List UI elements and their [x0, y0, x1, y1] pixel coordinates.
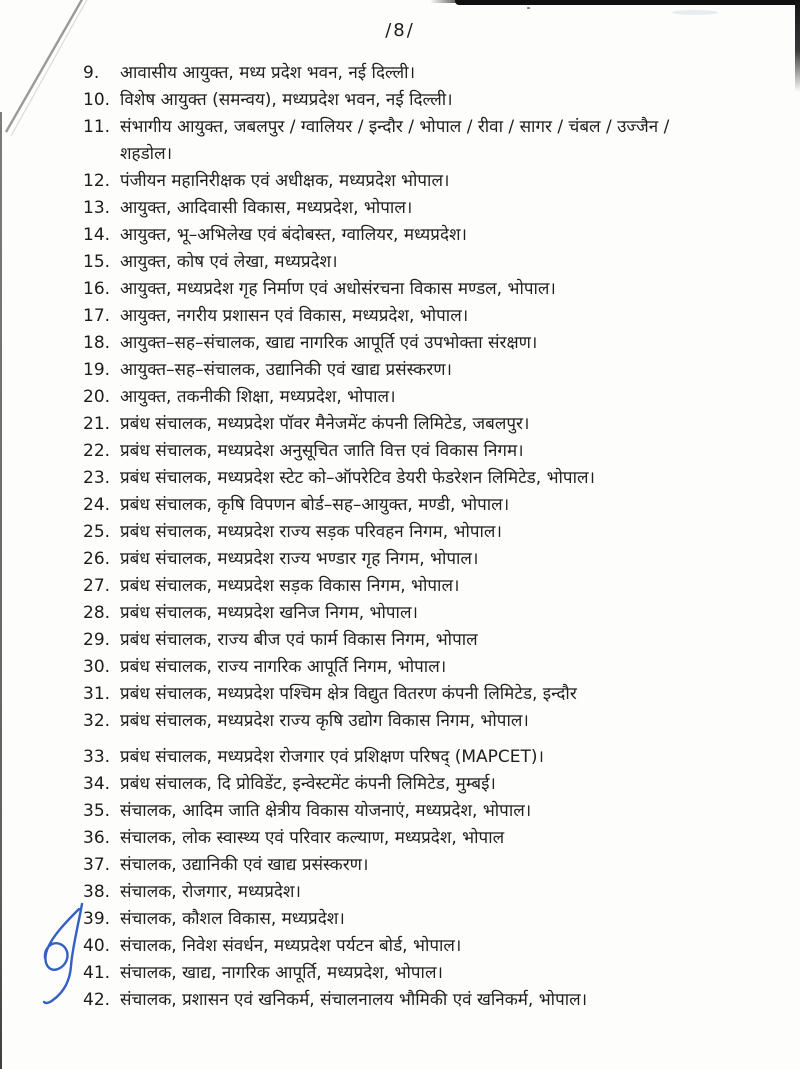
- item-text: आयुक्त, आदिवासी विकास, मध्यप्रदेश, भोपाल।: [120, 198, 413, 218]
- right-edge-shadow: [795, 0, 800, 92]
- item-number: 12.: [83, 171, 111, 191]
- item-number: 36.: [83, 828, 111, 848]
- page-left-edge: [0, 112, 2, 1069]
- item-text: संचालक, रोजगार, मध्यप्रदेश।: [120, 882, 301, 902]
- item-text: प्रबंध संचालक, मध्यप्रदेश राज्य कृषि उद्योग विकास निगम, भोपाल।: [120, 711, 529, 731]
- list-item: [83, 798, 788, 825]
- item-text: प्रबंध संचालक, मध्यप्रदेश अनुसूचित जाति वित्त एवं विकास निगम।: [120, 441, 524, 461]
- item-text: आयुक्त–सह–संचालक, खाद्य नागरिक आपूर्ति एवं उपभोक्ता संरक्षण।: [120, 333, 538, 353]
- list-item: [83, 519, 788, 546]
- item-text: प्रबंध संचालक, मध्यप्रदेश राज्य भण्डार गृह निगम, भोपाल।: [120, 549, 479, 569]
- item-text: संचालक, प्रशासन एवं खनिकर्म, संचालनालय भौमिकी एवं खनिकर्म, भोपाल।: [120, 990, 588, 1010]
- item-text: प्रबंध संचालक, मध्यप्रदेश राज्य सड़क परिवहन निगम, भोपाल।: [120, 522, 502, 542]
- item-number: 23.: [83, 468, 111, 488]
- item-number: 17.: [83, 306, 111, 326]
- item-text: संचालक, निवेश संवर्धन, मध्यप्रदेश पर्यटन बोर्ड, भोपाल।: [120, 936, 462, 956]
- item-number: 22.: [83, 441, 111, 461]
- item-text: आयुक्त–सह–संचालक, उद्यानिकी एवं खाद्य प्रसंस्करण।: [120, 360, 452, 380]
- item-number: 35.: [83, 801, 111, 821]
- item-number: 24.: [83, 495, 111, 515]
- signature-scribble-icon: [16, 892, 100, 1020]
- list-item: [83, 681, 788, 708]
- item-text: संचालक, खाद्य, नागरिक आपूर्ति, मध्यप्रदेश, भोपाल।: [120, 963, 443, 983]
- item-number: 30.: [83, 657, 111, 677]
- item-number: 39.: [83, 909, 111, 929]
- list-item: [83, 708, 788, 735]
- list-item: [83, 546, 788, 573]
- item-number: 19.: [83, 360, 111, 380]
- item-number: 14.: [83, 225, 111, 245]
- list-item: [83, 87, 788, 114]
- item-number: 13.: [83, 198, 111, 218]
- list-item: [83, 357, 788, 384]
- item-number: 32.: [83, 711, 111, 731]
- item-number: 16.: [83, 279, 111, 299]
- item-number: 26.: [83, 549, 111, 569]
- list-item: [83, 573, 788, 600]
- item-number: 40.: [83, 936, 111, 956]
- list-item: [83, 879, 788, 906]
- item-number: 9.: [83, 63, 100, 83]
- page-number: /8/: [385, 20, 415, 41]
- list-item: [83, 627, 788, 654]
- item-text: प्रबंध संचालक, मध्यप्रदेश खनिज निगम, भोपाल।: [120, 603, 418, 623]
- scan-dust-dot: [527, 7, 530, 9]
- item-number: 11.: [83, 117, 111, 137]
- item-number: 31.: [83, 684, 111, 704]
- item-number: 34.: [83, 774, 111, 794]
- item-text: संभागीय आयुक्त, जबलपुर / ग्वालियर / इन्दौर / भोपाल / रीवा / सागर / चंबल / उज्जैन / शहडोल।: [120, 117, 670, 164]
- item-text: प्रबंध संचालक, मध्यप्रदेश पॉवर मैनेजमेंट कंपनी लिमिटेड, जबलपुर।: [120, 414, 530, 434]
- item-number: 28.: [83, 603, 111, 623]
- item-number: 33.: [83, 747, 111, 767]
- list-item: [83, 771, 788, 798]
- item-text: प्रबंध संचालक, दि प्रोविडेंट, इन्वेस्टमेंट कंपनी लिमिटेड, मुम्बई।: [120, 774, 496, 794]
- item-text: प्रबंध संचालक, मध्यप्रदेश स्टेट को–ऑपरेटिव डेयरी फेडरेशन लिमिटेड, भोपाल।: [120, 468, 595, 488]
- item-text: प्रबंध संचालक, मध्यप्रदेश सड़क विकास निगम, भोपाल।: [120, 576, 460, 596]
- item-text: प्रबंध संचालक, राज्य बीज एवं फार्म विकास निगम, भोपाल: [120, 630, 478, 650]
- list-item: [83, 492, 788, 519]
- list-item: [83, 960, 788, 987]
- list-item: [83, 276, 788, 303]
- item-text: आयुक्त, नगरीय प्रशासन एवं विकास, मध्यप्रदेश, भोपाल।: [120, 306, 469, 326]
- item-number: 42.: [83, 990, 111, 1010]
- list-item: [83, 195, 788, 222]
- item-text: संचालक, लोक स्वास्थ्य एवं परिवार कल्याण, मध्यप्रदेश, भोपाल: [120, 828, 505, 848]
- item-text: आयुक्त, तकनीकी शिक्षा, मध्यप्रदेश, भोपाल।: [120, 387, 396, 407]
- item-text: पंजीयन महानिरीक्षक एवं अधीक्षक, मध्यप्रदेश भोपाल।: [120, 171, 450, 191]
- item-number: 37.: [83, 855, 111, 875]
- item-number: 10.: [83, 90, 111, 110]
- official-list: [83, 60, 788, 1014]
- list-item: [83, 600, 788, 627]
- list-item: [83, 744, 788, 771]
- scan-smudge: [672, 10, 718, 15]
- item-text: आयुक्त, मध्यप्रदेश गृह निर्माण एवं अधोसंरचना विकास मण्डल, भोपाल।: [120, 279, 556, 299]
- item-text: संचालक, कौशल विकास, मध्यप्रदेश।: [120, 909, 345, 929]
- item-number: 20.: [83, 387, 111, 407]
- item-number: 27.: [83, 576, 111, 596]
- list-item: [83, 384, 788, 411]
- list-item: [83, 60, 788, 87]
- list-item: [83, 933, 788, 960]
- list-item: [83, 249, 788, 276]
- item-text: विशेष आयुक्त (समन्वय), मध्यप्रदेश भवन, नई दिल्ली।: [120, 90, 453, 110]
- item-number: 18.: [83, 333, 111, 353]
- item-number: 38.: [83, 882, 111, 902]
- list-item: [83, 906, 788, 933]
- item-number: 29.: [83, 630, 111, 650]
- item-number: 25.: [83, 522, 111, 542]
- scanner-edge-artifact: [455, 0, 800, 5]
- item-text: प्रबंध संचालक, कृषि विपणन बोर्ड–सह–आयुक्त, मण्डी, भोपाल।: [120, 495, 510, 515]
- list-item: [83, 825, 788, 852]
- list-item: [83, 411, 788, 438]
- item-number: 15.: [83, 252, 111, 272]
- list-item: [83, 438, 788, 465]
- list-item: [83, 987, 788, 1014]
- item-text: संचालक, उद्यानिकी एवं खाद्य प्रसंस्करण।: [120, 855, 369, 875]
- item-text: आयुक्त, भू–अभिलेख एवं बंदोबस्त, ग्वालियर, मध्यप्रदेश।: [120, 225, 467, 245]
- item-text: आयुक्त, कोष एवं लेखा, मध्यप्रदेश।: [120, 252, 338, 272]
- item-text: प्रबंध संचालक, मध्यप्रदेश पश्चिम क्षेत्र विद्युत वितरण कंपनी लिमिटेड, इन्दौर: [120, 684, 577, 704]
- item-number: 21.: [83, 414, 111, 434]
- scanner-edge-artifact-fade: [430, 0, 470, 3]
- list-item: [83, 222, 788, 249]
- list-item: [83, 852, 788, 879]
- item-number: 41.: [83, 963, 111, 983]
- item-text: प्रबंध संचालक, राज्य नागरिक आपूर्ति निगम, भोपाल।: [120, 657, 447, 677]
- item-text: आवासीय आयुक्त, मध्य प्रदेश भवन, नई दिल्ली।: [120, 63, 416, 83]
- list-item: [83, 330, 788, 357]
- list-item: [83, 465, 788, 492]
- list-item: [83, 303, 788, 330]
- list-item: [83, 168, 788, 195]
- list-item: [83, 654, 788, 681]
- item-text: प्रबंध संचालक, मध्यप्रदेश रोजगार एवं प्रशिक्षण परिषद् (MAPCET)।: [120, 747, 544, 767]
- list-item: [83, 114, 788, 168]
- item-text: संचालक, आदिम जाति क्षेत्रीय विकास योजनाएं, मध्यप्रदेश, भोपाल।: [120, 801, 532, 821]
